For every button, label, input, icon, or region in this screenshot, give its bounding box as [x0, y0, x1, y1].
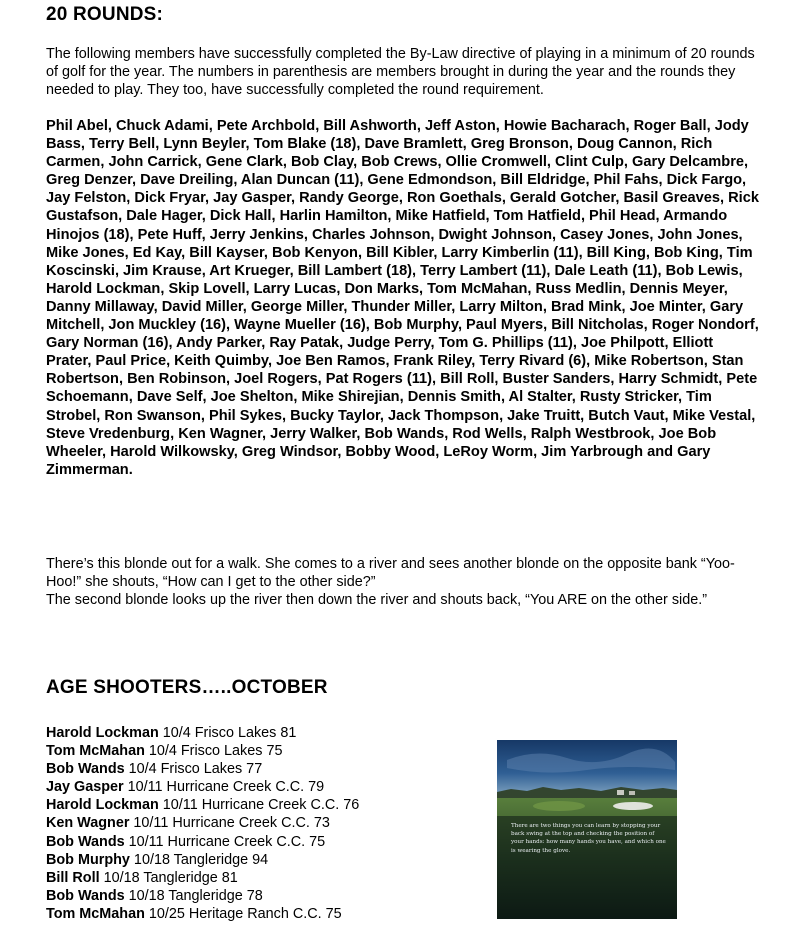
age-shooter-entry: [46, 869, 359, 887]
age-shooter-entry: [46, 760, 359, 778]
shooter-name: Bob Murphy: [46, 851, 130, 868]
age-shooters-list: [46, 724, 359, 923]
shooter-detail: 10/4 Frisco Lakes 77: [124, 761, 263, 778]
age-shooter-entry: [46, 778, 359, 796]
shooter-name: Bill Roll: [46, 869, 100, 886]
shooter-detail: 10/4 Frisco Lakes 75: [144, 743, 283, 760]
shooter-detail: 10/11 Hurricane Creek C.C. 79: [123, 779, 325, 796]
shooter-detail: 10/18 Tangleridge 81: [99, 869, 238, 886]
age-shooter-entry: [46, 814, 359, 832]
age-shooter-entry: [46, 905, 359, 923]
blonde-joke: [46, 555, 761, 610]
shooter-name: Harold Lockman: [46, 725, 159, 741]
shooter-name: Bob Wands: [46, 887, 125, 904]
age-shooter-entry: [46, 724, 359, 742]
shooter-name: Ken Wagner: [46, 815, 130, 832]
age-shooter-entry: [46, 742, 359, 760]
age-shooters-heading: AGE SHOOTERS…..OCTOBER: [46, 677, 328, 698]
rounds-intro-paragraph: The following members have successfully completed the By-Law directive of playing in a minimum of 20 rounds of golf for the year. The numbers in parenthesis are members brought in during the year and the rounds they needed to play. They too, have successfully completed the round requirement.: [46, 46, 755, 98]
age-shooter-entry: [46, 887, 359, 905]
rounds-heading: 20 ROUNDS:: [46, 4, 164, 25]
age-shooter-entry: [46, 833, 359, 851]
joke-line-2: The second blonde looks up the river then down the river and shouts back, “You ARE on the other side.”: [46, 592, 708, 609]
shooter-detail: 10/11 Hurricane Creek C.C. 76: [158, 797, 360, 814]
shooter-detail: 10/11 Hurricane Creek C.C. 75: [124, 833, 326, 850]
age-shooter-entry: [46, 851, 359, 869]
shooter-detail: 10/25 Heritage Ranch C.C. 75: [144, 905, 342, 922]
shooter-name: Tom McMahan: [46, 905, 145, 922]
photo-caption: There are two things you can learn by stopping your back swing at the top and checking the position of your hands: how many hands you have, and which one is wearing the glove.: [511, 823, 666, 854]
shooter-detail: 10/18 Tangleridge 78: [124, 887, 263, 904]
shooter-name: Jay Gasper: [46, 779, 124, 796]
golf-course-photo: [497, 740, 677, 919]
shooter-name: Bob Wands: [46, 833, 125, 850]
rounds-members-list: Phil Abel, Chuck Adami, Pete Archbold, Bill Ashworth, Jeff Aston, Howie Bacharach, Roger Ball, Jody Bass, Terry Bell, Lynn Beyler, Tom Blake (18), Dave Bramlett, Greg Bronson, Doug Cannon, Rich Carmen, John Carrick, Gene Clark, Bob Clay, Bob Crews, Ollie Cromwell, Clint Culp, Gary Delcambre, Greg Denzer, Dave Dreiling, Alan Duncan (11), Gene Edmondson, Bill Eldridge, Phil Fahs, Dick Fargo, Jay Felston, Dick Fryar, Jay Gasper, Randy George, Ron Goethals, Gerald Gotcher, Basil Greaves, Rick Gustafson, Dale Hager, Dick Hall, Harlin Hamilton, Mike Hatfield, Tom Hatfield, Phil Head, Armando Hinojos (18), Pete Huff, Jerry Jenkins, Charles Johnson, Dwight Johnson, Casey Jones, John Jones, Mike Jones, Ed Kay, Bill Kayser, Bob Kenyon, Bill Kibler, Larry Kimberlin (11), Bill King, Bob King, Tim Koscinski, Jim Krause, Art Krueger, Bill Lambert (18), Terry Lambert (11), Dale Leath (11), Bob Lewis, Harold Lockman, Skip Lovell, Larry Lucas, Don Marks, Tom McMahan, Russ Medlin, Dennis Meyer, Danny Millaway, David Miller, George Miller, Thunder Miller, Larry Milton, Brad Mink, Joe Minter, Gary Mitchell, Jon Muckley (16), Wayne Mueller (16), Bob Murphy, Paul Myers, Bill Nitcholas, Roger Nondorf, Gary Norman (16), Andy Parker, Ray Patak, Judge Perry, Tom G. Phillips (11), Joe Philpott, Elliott Prater, Paul Price, Keith Quimby, Joe Ben Ramos, Frank Riley, Terry Rivard (6), Mike Robertson, Stan Robertson, Ben Robinson, Joel Rogers, Pat Rogers (11), Bill Roll, Buster Sanders, Harry Schmidt, Pete Schoemann, Dave Self, Joe Shelton, Mike Shirejian, Dennis Smith, Al Stalter, Rusty Stricker, Tim Strobel, Ron Swanson, Phil Sykes, Bucky Taylor, Jack Thompson, Jake Truitt, Butch Vaut, Mike Vestal, Steve Vredenburg, Ken Wagner, Jerry Walker, Bob Wands, Rod Wells, Ralph Westbrook, Joe Bob Wheeler, Harold Wilkowsky, Greg Windsor, Bobby Wood, LeRoy Worm, Jim Yarbrough and Gary Zimmerman.: [46, 118, 759, 478]
shooter-detail: 10/4 Frisco Lakes 81: [158, 725, 297, 741]
shooter-detail: 10/11 Hurricane Creek C.C. 73: [129, 815, 330, 832]
joke-line-1: There’s this blonde out for a walk. She comes to a river and sees another blonde on the opposite bank “Yoo-Hoo!” she shouts, “How can I get to the other side?”: [46, 556, 735, 591]
shooter-name: Harold Lockman: [46, 797, 159, 814]
shooter-name: Bob Wands: [46, 761, 125, 778]
age-shooter-entry: [46, 796, 359, 814]
shooter-name: Tom McMahan: [46, 743, 145, 760]
shooter-detail: 10/18 Tangleridge 94: [129, 851, 269, 868]
